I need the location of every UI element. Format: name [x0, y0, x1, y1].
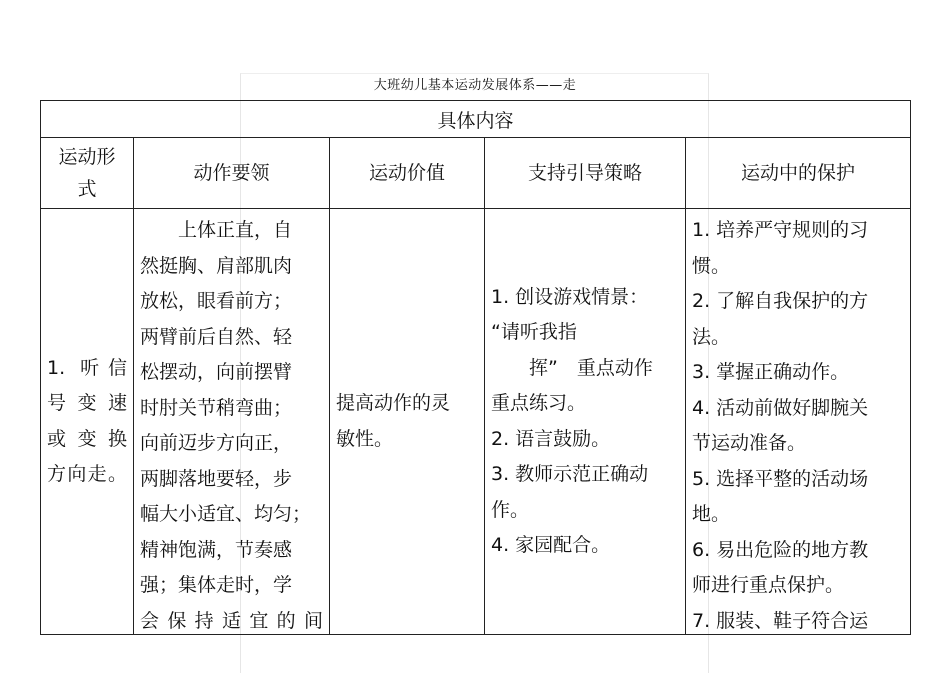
- column-header-value: 运动价值: [330, 138, 485, 209]
- protection-line: 2. 了解自我保护的方: [692, 290, 869, 312]
- form-line: 号 变 速: [47, 392, 127, 414]
- essentials-line: 松摆动，向前摆臂: [140, 361, 293, 383]
- form-line: 或 变 换: [47, 427, 127, 450]
- column-header-protection: 运动中的保护: [686, 138, 911, 209]
- cell-protection: [686, 209, 911, 635]
- column-header-form: 运动形式: [41, 138, 134, 209]
- document-title: 大班幼儿基本运动发展体系——走: [373, 78, 577, 93]
- protection-line: 惯。: [692, 254, 731, 277]
- essentials-line: 幅大小适宜、均匀；: [140, 503, 312, 525]
- essentials-line: 精神饱满，节奏感: [140, 538, 293, 561]
- protection-line: 6. 易出危险的地方教: [692, 538, 869, 561]
- cell-form: [41, 209, 134, 635]
- column-header-strategies: 支持引导策略: [485, 138, 686, 209]
- protection-line: 3. 掌握正确动作。: [692, 361, 850, 383]
- protection-line: 4. 活动前做好脚腕关: [692, 396, 869, 419]
- value-line: 提高动作的灵: [336, 392, 451, 414]
- cell-essentials: [134, 209, 330, 635]
- strategy-line: 2. 语言鼓励。: [491, 427, 611, 450]
- essentials-line: 两臂前后自然、轻: [140, 325, 293, 348]
- column-header-essentials: 动作要领: [134, 138, 330, 209]
- protection-line: 地。: [692, 503, 731, 525]
- cell-strategies: [485, 209, 686, 635]
- protection-line: 节运动准备。: [692, 432, 807, 454]
- essentials-line: 两脚落地要轻，步: [140, 467, 293, 490]
- strategy-line: 1. 创设游戏情景：: [491, 285, 649, 308]
- protection-line: 1. 培养严守规则的习: [692, 219, 869, 241]
- strategy-line: 作。: [491, 498, 530, 521]
- essentials-line: 会 保 持 适 宜 的 间: [140, 609, 323, 632]
- protection-line: 法。: [692, 325, 731, 348]
- strategy-line: “请听我指: [491, 321, 577, 343]
- essentials-line: 向前迈步方向正，: [140, 432, 293, 454]
- protection-line: 师进行重点保护。: [692, 574, 845, 596]
- form-line: 1. 听信: [47, 356, 127, 379]
- strategy-line: 挥” 重点动作: [529, 356, 653, 379]
- strategy-line: 4. 家园配合。: [491, 534, 611, 556]
- strategy-line: 3. 教师示范正确动: [491, 463, 649, 485]
- strategy-line: 重点练习。: [491, 392, 587, 414]
- essentials-line: 时肘关节稍弯曲；: [140, 396, 293, 419]
- value-line: 敏性。: [336, 427, 394, 450]
- form-line: 方向走。: [47, 463, 127, 485]
- group-header: 具体内容: [41, 101, 911, 138]
- essentials-line: 然挺胸、肩部肌肉: [140, 254, 293, 277]
- protection-line: 7. 服装、鞋子符合运: [692, 609, 869, 632]
- protection-line: 5. 选择平整的活动场: [692, 467, 869, 490]
- cell-value: [330, 209, 485, 635]
- essentials-line: 放松，眼看前方；: [140, 290, 293, 312]
- essentials-line: 强；集体走时，学: [140, 574, 293, 596]
- essentials-line: 上体正直，自: [178, 219, 293, 241]
- content-table: [40, 100, 911, 635]
